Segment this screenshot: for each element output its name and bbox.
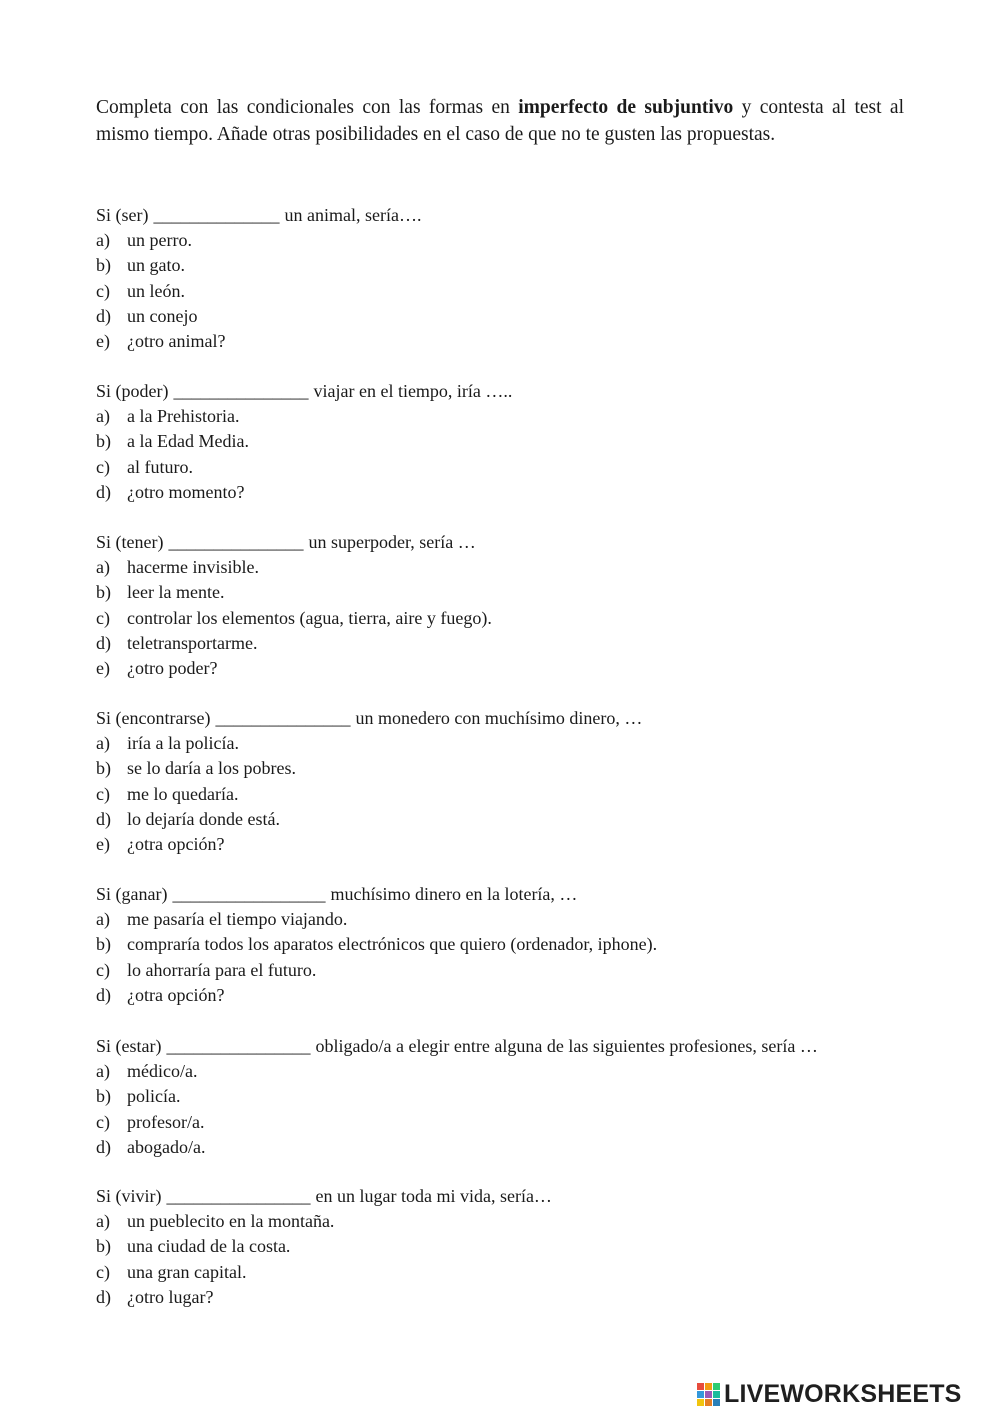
question-1 [96,203,926,354]
option-text: ¿otra opción? [127,984,225,1005]
logo-square [705,1383,712,1390]
option-text: compraría todos los aparatos electrónicos que quiero (ordenador, iphone). [127,934,658,955]
answer-blank[interactable]: ______________ [153,205,280,225]
option-text: lo ahorraría para el futuro. [127,959,317,980]
logo-grid-icon [697,1383,720,1406]
question-suffix: un superpoder, sería … [308,532,476,552]
option-text: profesor/a. [127,1111,205,1132]
option-letter: c) [96,456,110,477]
option-text: se lo daría a los pobres. [127,758,296,779]
answer-blank[interactable]: _______________ [173,381,309,401]
option-item [96,404,926,429]
option-text: iría a la policía. [127,733,239,754]
logo-square [697,1399,704,1406]
option-letter: a) [96,1061,110,1082]
option-item [96,1209,926,1234]
option-letter: b) [96,934,111,955]
option-text: ¿otro poder? [127,658,218,679]
option-text: ¿otro lugar? [127,1286,214,1307]
option-item [96,756,926,781]
question-prompt [96,203,926,228]
question-prompt [96,1034,926,1059]
option-item [96,832,926,857]
option-text: ¿otro animal? [127,331,226,352]
option-letter: d) [96,632,111,653]
option-letter: c) [96,607,110,628]
instructions [96,94,904,148]
option-item [96,983,926,1008]
option-letter: b) [96,758,111,779]
answer-blank[interactable]: _________________ [172,884,326,904]
logo-square [713,1399,720,1406]
option-text: lo dejaría donde está. [127,808,280,829]
question-prompt [96,882,926,907]
question-prefix: Si (encontrarse) [96,708,211,728]
option-letter: b) [96,1236,111,1257]
option-item [96,329,926,354]
option-text: un perro. [127,230,192,251]
question-6 [96,1034,926,1160]
option-item [96,731,926,756]
option-text: ¿otro momento? [127,481,245,502]
option-item [96,656,926,681]
option-text: una ciudad de la costa. [127,1236,291,1257]
question-prefix: Si (ganar) [96,884,168,904]
option-item [96,455,926,480]
option-item [96,1059,926,1084]
question-prefix: Si (estar) [96,1036,162,1056]
question-suffix: obligado/a a elegir entre alguna de las siguientes profesiones, sería … [315,1036,818,1056]
option-text: una gran capital. [127,1261,247,1282]
option-item [96,932,926,957]
question-prompt [96,1184,926,1209]
answer-blank[interactable]: _______________ [168,532,304,552]
option-letter: d) [96,305,111,326]
option-item [96,429,926,454]
question-prefix: Si (vivir) [96,1186,162,1206]
instructions-text-end: y contesta al test al mismo tiempo. Añade otras posibilidades en el caso de que no te gusten las propuestas. [96,97,904,145]
option-item [96,807,926,832]
option-text: a la Prehistoria. [127,406,240,427]
option-text: policía. [127,1086,181,1107]
option-letter: a) [96,557,110,578]
option-letter: b) [96,255,111,276]
question-4 [96,706,926,857]
question-suffix: un animal, sería…. [284,205,422,225]
instructions-text: Completa con las condicionales con las formas en [96,97,519,118]
question-prefix: Si (poder) [96,381,169,401]
option-text: médico/a. [127,1061,198,1082]
option-item [96,555,926,580]
option-item [96,782,926,807]
option-item [96,228,926,253]
option-text: a la Edad Media. [127,431,249,452]
option-text: abogado/a. [127,1136,206,1157]
option-item [96,580,926,605]
option-item [96,279,926,304]
question-2 [96,379,926,505]
option-letter: c) [96,1261,110,1282]
question-suffix: un monedero con muchísimo dinero, … [355,708,643,728]
option-text: un león. [127,280,185,301]
option-letter: a) [96,1211,110,1232]
option-letter: b) [96,431,111,452]
question-prompt [96,530,926,555]
option-letter: e) [96,834,110,855]
option-item [96,1135,926,1160]
option-item [96,907,926,932]
question-suffix: viajar en el tiempo, iría ….. [313,381,513,401]
option-text: un pueblecito en la montaña. [127,1211,335,1232]
option-item [96,1285,926,1310]
logo-square [713,1383,720,1390]
option-text: ¿otra opción? [127,834,225,855]
option-letter: e) [96,658,110,679]
option-letter: a) [96,230,110,251]
option-item [96,1234,926,1259]
question-prefix: Si (tener) [96,532,164,552]
answer-blank[interactable]: _______________ [215,708,351,728]
option-item [96,304,926,329]
option-letter: d) [96,1286,111,1307]
option-letter: c) [96,1111,110,1132]
option-letter: b) [96,582,111,603]
option-text: un gato. [127,255,185,276]
question-prompt [96,379,926,404]
instructions-bold: imperfecto de subjuntivo [518,97,734,118]
option-text: teletransportarme. [127,632,258,653]
liveworksheets-logo [697,1379,962,1409]
option-item [96,1084,926,1109]
option-letter: a) [96,909,110,930]
answer-blank[interactable]: ________________ [166,1186,311,1206]
option-letter: b) [96,1086,111,1107]
option-item [96,958,926,983]
option-letter: a) [96,406,110,427]
logo-text: LIVEWORKSHEETS [724,1379,962,1408]
option-item [96,1260,926,1285]
option-letter: a) [96,733,110,754]
logo-square [697,1383,704,1390]
logo-square [705,1391,712,1398]
option-item [96,606,926,631]
option-letter: d) [96,481,111,502]
option-letter: d) [96,984,111,1005]
question-prefix: Si (ser) [96,205,149,225]
logo-square [713,1391,720,1398]
option-letter: c) [96,280,110,301]
option-text: hacerme invisible. [127,557,259,578]
question-3 [96,530,926,681]
option-item [96,480,926,505]
option-text: leer la mente. [127,582,225,603]
option-letter: c) [96,783,110,804]
option-text: al futuro. [127,456,193,477]
option-letter: d) [96,1136,111,1157]
answer-blank[interactable]: ________________ [166,1036,311,1056]
option-item [96,631,926,656]
question-suffix: en un lugar toda mi vida, sería… [315,1186,552,1206]
option-letter: d) [96,808,111,829]
logo-square [705,1399,712,1406]
option-text: me lo quedaría. [127,783,239,804]
option-letter: e) [96,331,110,352]
option-text: un conejo [127,305,198,326]
question-7 [96,1184,926,1310]
question-prompt [96,706,926,731]
option-text: controlar los elementos (agua, tierra, aire y fuego). [127,607,492,628]
option-item [96,253,926,278]
question-5 [96,882,926,1008]
option-item [96,1110,926,1135]
logo-square [697,1391,704,1398]
option-letter: c) [96,959,110,980]
option-text: me pasaría el tiempo viajando. [127,909,348,930]
question-suffix: muchísimo dinero en la lotería, … [330,884,578,904]
